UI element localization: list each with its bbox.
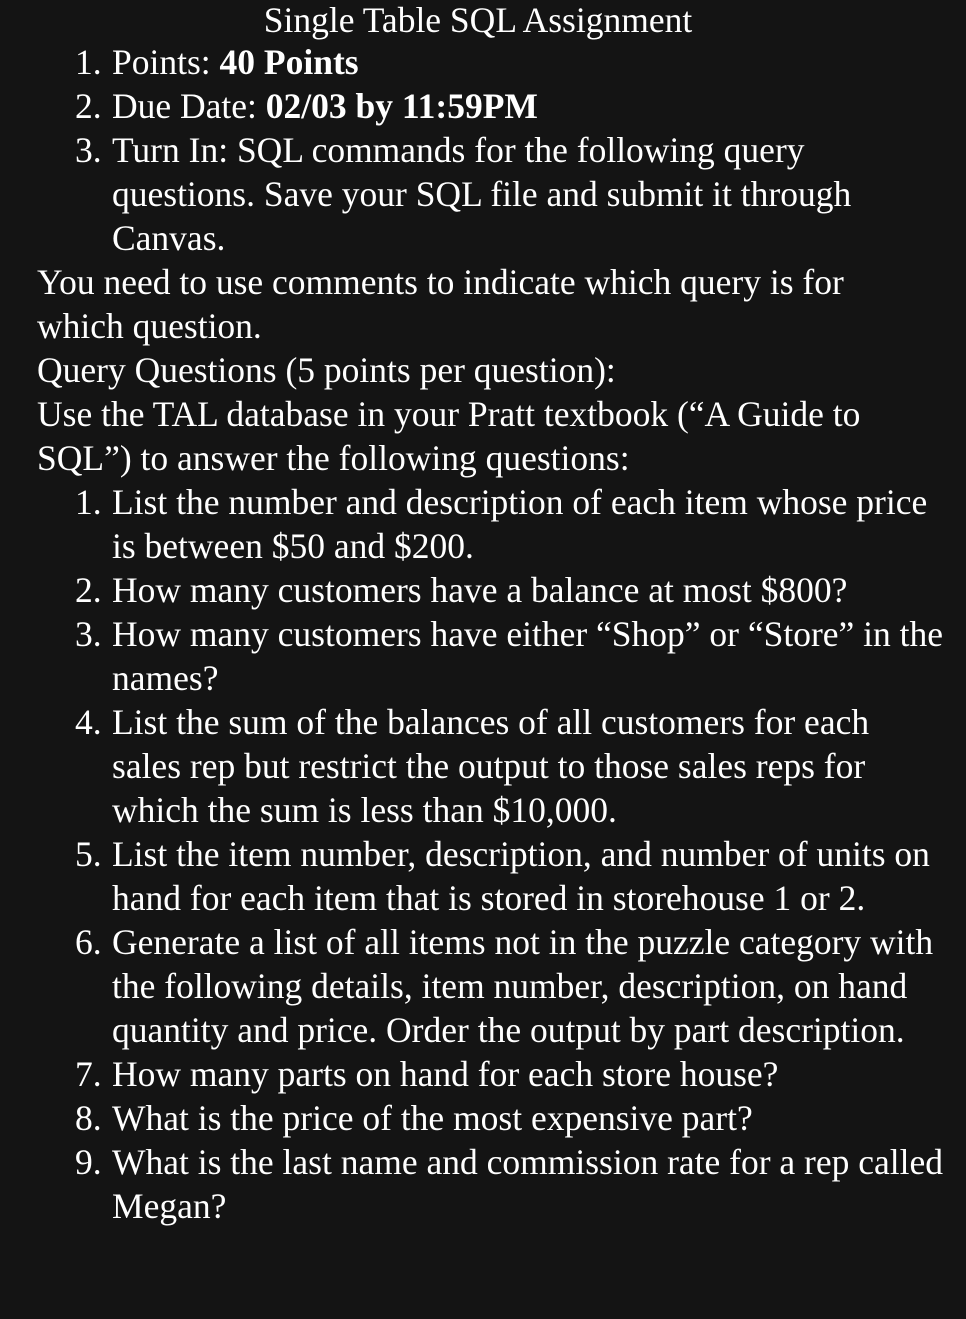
list-item: [0, 40, 966, 84]
list-item: [0, 612, 966, 700]
list-number: 2.: [75, 86, 102, 126]
list-number: 6.: [75, 922, 102, 962]
question-text: How many customers have a balance at most $800?: [112, 570, 848, 610]
list-item: [0, 1096, 966, 1140]
points-value: 40 Points: [219, 42, 359, 82]
list-number: 7.: [75, 1054, 102, 1094]
list-number: 1.: [75, 42, 102, 82]
list-number: 2.: [75, 570, 102, 610]
list-number: 5.: [75, 834, 102, 874]
list-number: 8.: [75, 1098, 102, 1138]
list-item: [0, 920, 966, 1052]
list-item: [0, 700, 966, 832]
question-text: What is the price of the most expensive part?: [112, 1098, 753, 1138]
list-item: [0, 832, 966, 920]
list-number: 3.: [75, 614, 102, 654]
due-date-label: Due Date:: [112, 86, 266, 126]
comments-note: You need to use comments to indicate which query is for which question.: [37, 262, 844, 346]
list-number: 9.: [75, 1142, 102, 1182]
question-text: List the sum of the balances of all customers for each sales rep but restrict the output to those sales reps for which the sum is less than $10,000.: [112, 702, 870, 830]
question-text: What is the last name and commission rate for a rep called Megan?: [112, 1142, 943, 1226]
questions-header: Query Questions (5 points per question):: [37, 350, 616, 390]
page-title: Single Table SQL Assignment: [263, 0, 693, 40]
list-item: [0, 84, 966, 128]
question-text: List the number and description of each item whose price is between $50 and $200.: [112, 482, 928, 566]
question-text: List the item number, description, and number of units on hand for each item that is stored in storehouse 1 or 2.: [112, 834, 930, 918]
list-item: [0, 568, 966, 612]
turn-in-text: Turn In: SQL commands for the following query questions. Save your SQL file and submit it through Canvas.: [112, 130, 852, 258]
database-note: Use the TAL database in your Pratt textbook (“A Guide to SQL”) to answer the following questions:: [37, 394, 861, 478]
list-number: 3.: [75, 130, 102, 170]
list-item: [0, 480, 966, 568]
list-item: [0, 1052, 966, 1096]
list-number: 1.: [75, 482, 102, 522]
assignment-details-list: [0, 40, 966, 260]
due-date-value: 02/03 by 11:59PM: [265, 86, 538, 126]
question-text: How many customers have either “Shop” or “Store” in the names?: [112, 614, 944, 698]
query-questions-list: [0, 480, 966, 1228]
points-label: Points:: [112, 42, 220, 82]
question-text: Generate a list of all items not in the puzzle category with the following details, item number, description, on hand quantity and price. Order the output by part description.: [112, 922, 934, 1050]
list-item: [0, 1140, 966, 1228]
list-number: 4.: [75, 702, 102, 742]
list-item: [0, 128, 966, 260]
question-text: How many parts on hand for each store house?: [112, 1054, 779, 1094]
